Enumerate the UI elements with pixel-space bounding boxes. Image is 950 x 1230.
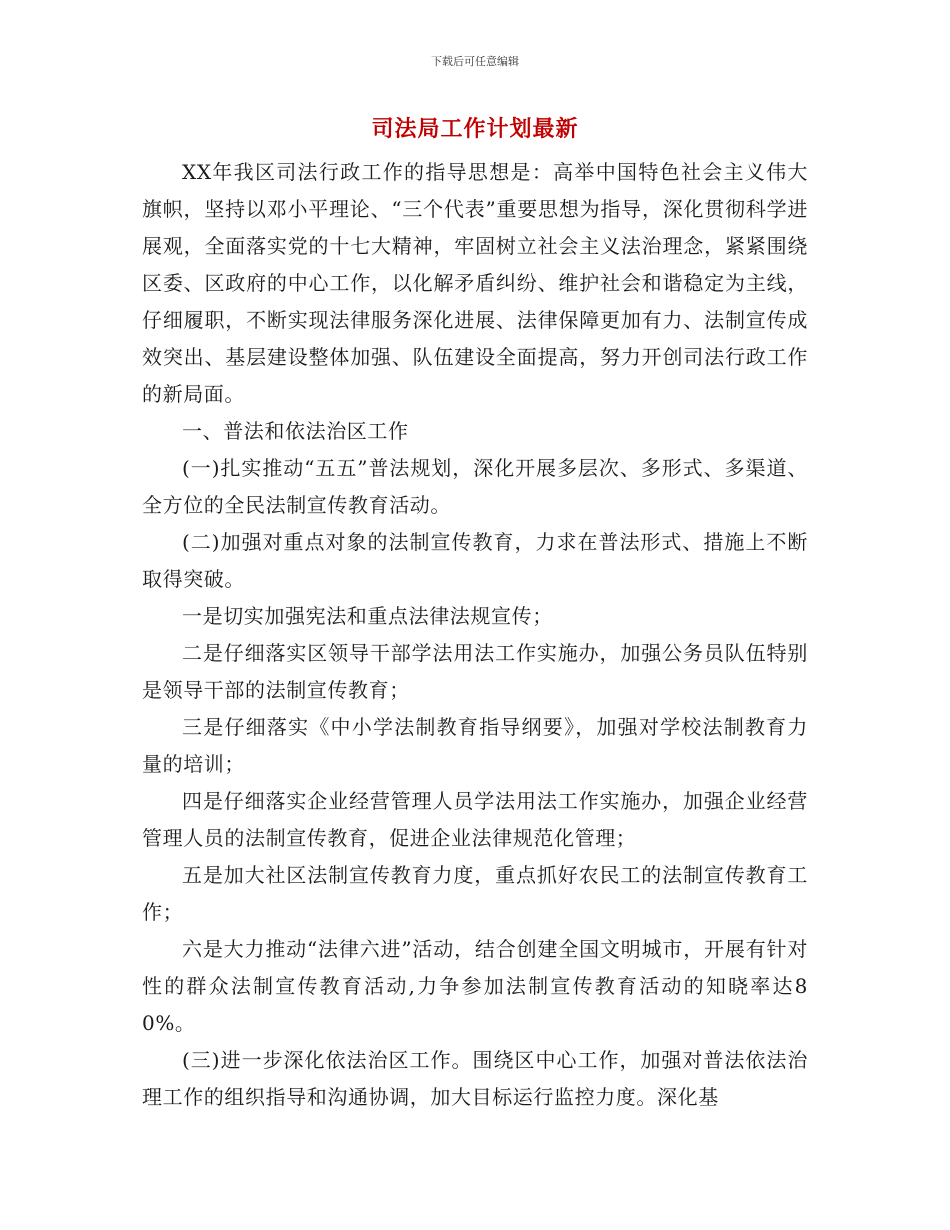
paragraph-point-6: 六是大力推动“法律六进”活动，结合创建全国文明城市，开展有针对性的群众法制宣传教育活动,力争参加法制宣传教育活动的知晓率达80%。 bbox=[142, 937, 808, 1035]
paragraph-item-2: (二)加强对重点对象的法制宣传教育，力求在普法形式、措施上不断取得突破。 bbox=[142, 530, 808, 591]
paragraph-item-3: (三)进一步深化依法治区工作。围绕区中心工作，加强对普法依法治理工作的组织指导和沟通协调，加大目标运行监控力度。深化基 bbox=[142, 1048, 808, 1109]
paragraph-guiding-ideology: XX年我区司法行政工作的指导思想是：高举中国特色社会主义伟大旗帜，坚持以邓小平理论、“三个代表”重要思想为指导，深化贯彻科学进展观，全面落实党的十七大精神，牢固树立社会主义法治理念，紧紧围绕区委、区政府的中心工作，以化解矛盾纠纷、维护社会和谐稳定为主线，仔细履职，不断实现法律服务深化进展、法律保障更加有力、法制宣传成效突出、基层建设整体加强、队伍建设全面提高，努力开创司法行政工作的新局面。 bbox=[142, 160, 808, 406]
paragraph-point-5: 五是加大社区法制宣传教育力度，重点抓好农民工的法制宣传教育工作； bbox=[142, 863, 808, 924]
download-note: 下载后可任意编辑 bbox=[431, 55, 519, 68]
document-title: 司法局工作计划最新 bbox=[371, 117, 579, 142]
paragraph-point-2: 二是仔细落实区领导干部学法用法工作实施办，加强公务员队伍特别是领导干部的法制宣传教育； bbox=[142, 641, 808, 702]
paragraph-point-3: 三是仔细落实《中小学法制教育指导纲要》，加强对学校法制教育力量的培训； bbox=[142, 715, 808, 776]
paragraph-item-1: (一)扎实推动“五五”普法规划，深化开展多层次、多形式、多渠道、全方位的全民法制宣传教育活动。 bbox=[142, 456, 808, 517]
section-heading-legal-education: 一、普法和依法治区工作 bbox=[182, 419, 409, 443]
document-body bbox=[142, 154, 808, 1116]
paragraph-point-1: 一是切实加强宪法和重点法律法规宣传； bbox=[182, 604, 553, 628]
paragraph-point-4: 四是仔细落实企业经营管理人员学法用法工作实施办，加强企业经营管理人员的法制宣传教育，促进企业法律规范化管理； bbox=[142, 789, 808, 850]
